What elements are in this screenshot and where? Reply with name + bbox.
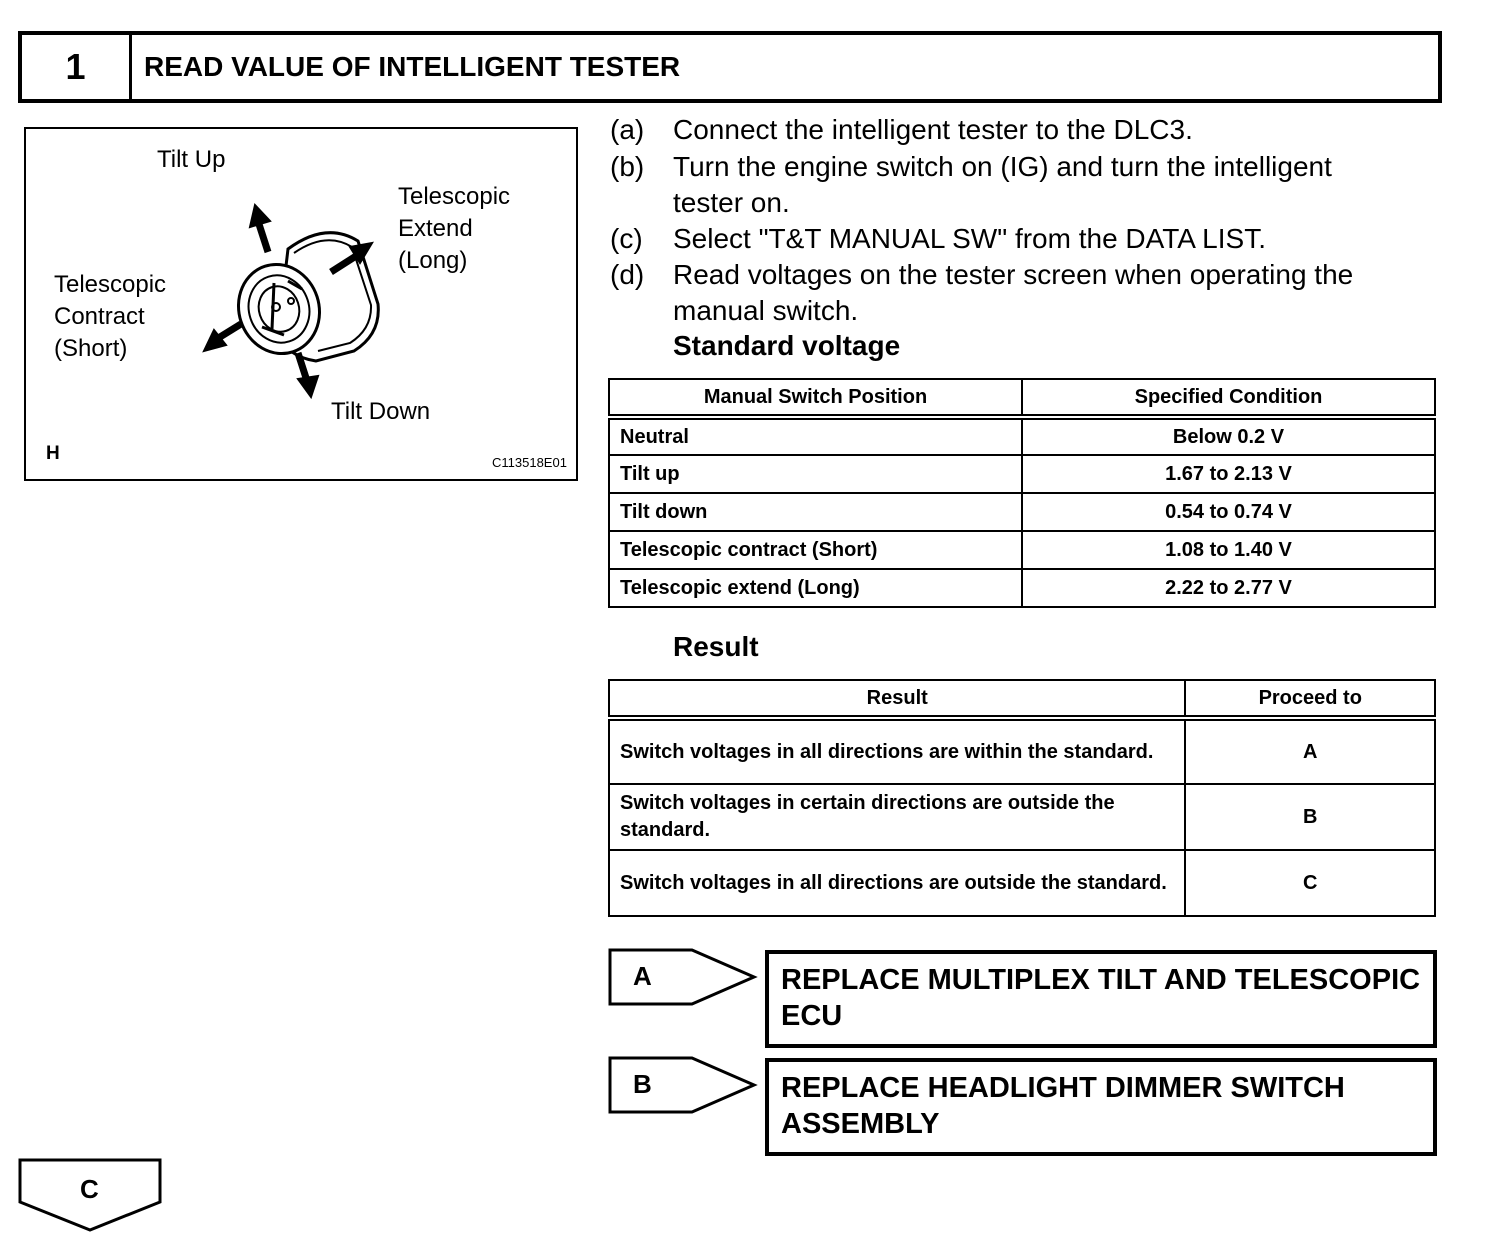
figure-code: C113518E01 — [492, 455, 567, 470]
table-row: Switch voltages in certain directions are outside the standard. B — [609, 784, 1435, 850]
label-telescopic-contract: Telescopic Contract (Short) — [54, 271, 167, 362]
switch-illustration — [24, 127, 578, 481]
label-telescopic-extend: Telescopic Extend (Long) — [398, 183, 511, 274]
label-tilt-up: Tilt Up — [157, 146, 226, 173]
header-result: Result — [609, 680, 1185, 718]
arrow-up-icon — [250, 205, 270, 252]
outcome-b-action: REPLACE HEADLIGHT DIMMER SWITCH ASSEMBLY — [765, 1058, 1437, 1156]
table-row: Telescopic contract (Short) 1.08 to 1.40 V — [609, 531, 1435, 569]
header-proceed-to: Proceed to — [1185, 680, 1435, 718]
outcome-b-arrow-icon — [608, 1056, 758, 1116]
table-row: Tilt up 1.67 to 2.13 V — [609, 455, 1435, 493]
header-switch-position: Manual Switch Position — [609, 379, 1022, 417]
step-title: READ VALUE OF INTELLIGENT TESTER — [144, 51, 681, 82]
switch-drawing — [26, 129, 576, 479]
arrow-left-icon — [204, 324, 241, 351]
header-specified-condition: Specified Condition — [1022, 379, 1435, 417]
next-step-label: C — [80, 1174, 99, 1204]
result-heading: Result — [673, 631, 759, 662]
standard-voltage-table — [608, 378, 1436, 608]
outcome-b-label: B — [633, 1069, 652, 1099]
step-number: 1 — [22, 35, 132, 99]
result-table — [608, 679, 1436, 917]
outcome-a-label: A — [633, 961, 652, 991]
outcome-a-action: REPLACE MULTIPLEX TILT AND TELESCOPIC ECU — [765, 950, 1437, 1048]
outcome-a-arrow-icon — [608, 948, 758, 1008]
table-row: Tilt down 0.54 to 0.74 V — [609, 493, 1435, 531]
table-row: Switch voltages in all directions are outside the standard. C — [609, 850, 1435, 916]
step-header — [18, 31, 1442, 103]
table-row: Switch voltages in all directions are within the standard. A — [609, 718, 1435, 784]
label-tilt-down: Tilt Down — [331, 398, 431, 425]
table-row: Neutral Below 0.2 V — [609, 417, 1435, 455]
standard-voltage-heading: Standard voltage — [673, 330, 901, 361]
table-row: Telescopic extend (Long) 2.22 to 2.77 V — [609, 569, 1435, 607]
corner-mark: H — [46, 443, 60, 464]
